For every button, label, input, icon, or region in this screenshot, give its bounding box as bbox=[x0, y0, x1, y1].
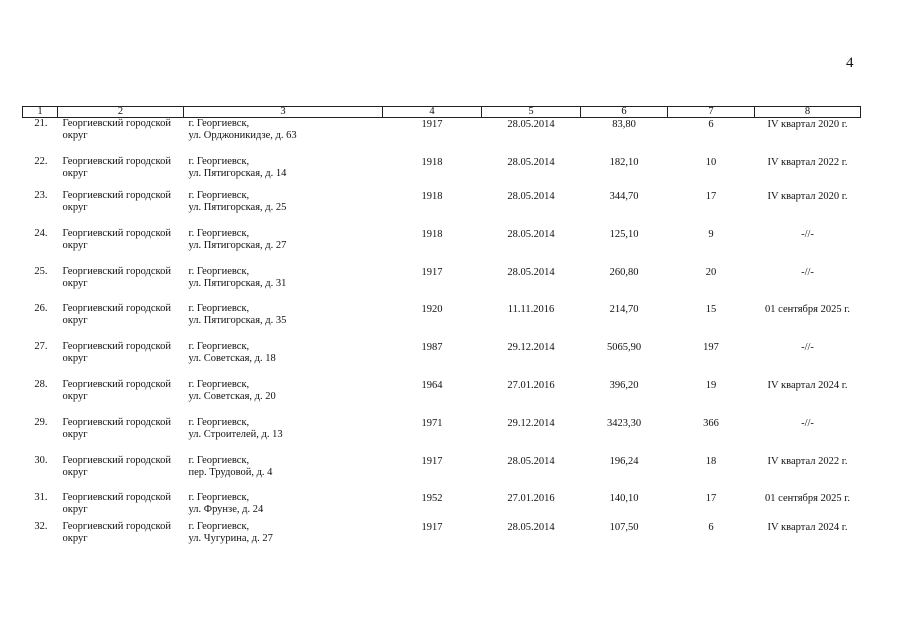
deadline-cell: -//- bbox=[801, 266, 814, 278]
area-cell: 83,80 bbox=[612, 119, 636, 130]
area-cell: 107,50 bbox=[609, 522, 639, 533]
district-cell bbox=[58, 228, 184, 266]
column-header-3: 3 bbox=[184, 107, 383, 118]
area-cell: 396,20 bbox=[609, 380, 639, 391]
address-cell bbox=[184, 190, 383, 228]
year-cell: 1918 bbox=[421, 228, 443, 240]
date-cell: 28.05.2014 bbox=[507, 190, 555, 202]
address-cell bbox=[184, 341, 383, 380]
date-cell: 28.05.2014 bbox=[507, 266, 555, 278]
district-cell-line: округ bbox=[62, 239, 88, 251]
district-cell-line: Георгиевский городской bbox=[62, 302, 171, 314]
deadline-cell: -//- bbox=[801, 417, 814, 429]
district-cell-line: Георгиевский городской bbox=[62, 416, 171, 428]
area-cell: 140,10 bbox=[609, 493, 639, 504]
address-cell-line: ул. Орджоникидзе, д. 63 bbox=[188, 130, 297, 141]
area-cell: 196,24 bbox=[609, 455, 639, 467]
area-cell: 125,10 bbox=[609, 228, 639, 240]
table-row bbox=[23, 521, 861, 550]
deadline-cell: IV квартал 2022 г. bbox=[767, 156, 848, 168]
address-cell-line: г. Георгиевск, bbox=[188, 265, 250, 277]
year-cell: 1987 bbox=[421, 341, 443, 353]
row-number: 31. bbox=[34, 492, 48, 503]
table-row bbox=[23, 417, 861, 455]
district-cell-line: Георгиевский городской bbox=[62, 521, 171, 532]
row-number: 22. bbox=[34, 155, 48, 167]
area-cell: 214,70 bbox=[609, 303, 639, 315]
address-cell-line: г. Георгиевск, bbox=[188, 302, 250, 314]
address-cell-line: г. Георгиевск, bbox=[188, 521, 250, 532]
district-cell-line: округ bbox=[62, 130, 88, 141]
district-cell bbox=[58, 266, 184, 303]
date-cell: 28.05.2014 bbox=[507, 522, 555, 533]
district-cell-line: округ bbox=[62, 167, 88, 179]
date-cell: 28.05.2014 bbox=[507, 156, 555, 168]
area-cell: 344,70 bbox=[609, 190, 639, 202]
address-cell-line: г. Георгиевск, bbox=[188, 340, 250, 352]
district-cell bbox=[58, 417, 184, 455]
deadline-cell: IV квартал 2020 г. bbox=[767, 119, 848, 130]
column-header-2: 2 bbox=[58, 107, 184, 118]
deadline-cell: IV квартал 2020 г. bbox=[767, 190, 848, 202]
address-cell bbox=[184, 521, 383, 550]
deadline-cell: 01 сентября 2025 г. bbox=[765, 303, 850, 315]
row-number: 30. bbox=[34, 454, 48, 466]
table-row bbox=[23, 118, 861, 156]
district-cell-line: округ bbox=[62, 466, 88, 478]
district-cell-line: Георгиевский городской bbox=[62, 492, 171, 503]
table-row bbox=[23, 492, 861, 521]
district-cell-line: Георгиевский городской bbox=[62, 118, 171, 129]
date-cell: 27.01.2016 bbox=[507, 380, 555, 391]
year-cell: 1920 bbox=[421, 303, 443, 315]
year-cell: 1971 bbox=[421, 417, 443, 429]
table-row bbox=[23, 341, 861, 380]
district-cell bbox=[58, 492, 184, 521]
address-cell-line: ул. Пятигорская, д. 25 bbox=[188, 201, 287, 213]
year-cell: 1964 bbox=[421, 380, 443, 391]
count-cell: 17 bbox=[705, 190, 717, 202]
count-cell: 20 bbox=[705, 266, 717, 278]
district-cell-line: округ bbox=[62, 504, 88, 515]
table-row bbox=[23, 228, 861, 266]
year-cell: 1952 bbox=[421, 493, 443, 504]
date-cell: 11.11.2016 bbox=[507, 303, 555, 315]
address-cell-line: ул. Пятигорская, д. 35 bbox=[188, 314, 287, 326]
row-number: 24. bbox=[34, 227, 48, 239]
area-cell: 182,10 bbox=[609, 156, 639, 168]
count-cell: 18 bbox=[705, 455, 717, 467]
district-cell-line: Георгиевский городской bbox=[62, 379, 171, 390]
deadline-cell: 01 сентября 2025 г. bbox=[765, 493, 850, 504]
year-cell: 1917 bbox=[421, 522, 443, 533]
date-cell: 29.12.2014 bbox=[507, 341, 555, 353]
column-header-7: 7 bbox=[668, 107, 755, 118]
count-cell: 197 bbox=[703, 341, 719, 353]
row-number: 32. bbox=[34, 521, 48, 532]
deadline-cell: IV квартал 2024 г. bbox=[767, 522, 848, 533]
count-cell: 15 bbox=[705, 303, 717, 315]
date-cell: 27.01.2016 bbox=[507, 493, 555, 504]
address-cell-line: пер. Трудовой, д. 4 bbox=[188, 466, 273, 478]
address-cell-line: ул. Советская, д. 20 bbox=[188, 391, 276, 402]
district-cell-line: округ bbox=[62, 201, 88, 213]
address-cell-line: ул. Чугурина, д. 27 bbox=[188, 533, 273, 544]
district-cell bbox=[58, 341, 184, 380]
district-cell-line: округ bbox=[62, 428, 88, 440]
date-cell: 28.05.2014 bbox=[507, 455, 555, 467]
column-header-1: 1 bbox=[23, 107, 58, 118]
row-number: 23. bbox=[34, 189, 48, 201]
count-cell: 19 bbox=[705, 380, 717, 391]
table-row bbox=[23, 379, 861, 417]
address-cell-line: г. Георгиевск, bbox=[188, 454, 250, 466]
address-cell-line: ул. Советская, д. 18 bbox=[188, 352, 276, 364]
housing-table bbox=[22, 106, 861, 550]
year-cell: 1917 bbox=[421, 455, 443, 467]
area-cell: 5065,90 bbox=[606, 341, 642, 353]
address-cell-line: г. Георгиевск, bbox=[188, 227, 250, 239]
table-row bbox=[23, 303, 861, 341]
deadline-cell: IV квартал 2022 г. bbox=[767, 455, 848, 467]
table-row bbox=[23, 190, 861, 228]
district-cell-line: Георгиевский городской bbox=[62, 454, 171, 466]
district-cell bbox=[58, 379, 184, 417]
district-cell bbox=[58, 190, 184, 228]
address-cell-line: ул. Пятигорская, д. 31 bbox=[188, 277, 287, 289]
count-cell: 10 bbox=[705, 156, 717, 168]
district-cell-line: Георгиевский городской bbox=[62, 227, 171, 239]
district-cell bbox=[58, 455, 184, 493]
district-cell-line: округ bbox=[62, 391, 88, 402]
count-cell: 6 bbox=[708, 119, 714, 130]
year-cell: 1917 bbox=[421, 266, 443, 278]
address-cell bbox=[184, 228, 383, 266]
deadline-cell: IV квартал 2024 г. bbox=[767, 380, 848, 391]
row-number: 27. bbox=[34, 340, 48, 352]
address-cell-line: г. Георгиевск, bbox=[188, 492, 250, 503]
year-cell: 1918 bbox=[421, 190, 443, 202]
column-header-8: 8 bbox=[755, 107, 861, 118]
district-cell-line: Георгиевский городской bbox=[62, 265, 171, 277]
table-row bbox=[23, 455, 861, 493]
row-number: 26. bbox=[34, 302, 48, 314]
deadline-cell: -//- bbox=[801, 341, 814, 353]
table-row bbox=[23, 266, 861, 303]
date-cell: 29.12.2014 bbox=[507, 417, 555, 429]
district-cell-line: округ bbox=[62, 533, 88, 544]
deadline-cell: -//- bbox=[801, 228, 814, 240]
district-cell bbox=[58, 156, 184, 190]
address-cell bbox=[184, 455, 383, 493]
district-cell-line: округ bbox=[62, 352, 88, 364]
column-header-4: 4 bbox=[383, 107, 482, 118]
address-cell-line: ул. Пятигорская, д. 14 bbox=[188, 167, 287, 179]
address-cell-line: г. Георгиевск, bbox=[188, 118, 250, 129]
address-cell-line: г. Георгиевск, bbox=[188, 155, 250, 167]
page-number: 4 bbox=[846, 55, 854, 71]
district-cell bbox=[58, 303, 184, 341]
district-cell-line: Георгиевский городской bbox=[62, 340, 171, 352]
address-cell bbox=[184, 118, 383, 156]
address-cell bbox=[184, 266, 383, 303]
table-body bbox=[23, 118, 861, 551]
column-header-6: 6 bbox=[581, 107, 668, 118]
count-cell: 9 bbox=[708, 228, 714, 240]
district-cell-line: Георгиевский городской bbox=[62, 189, 171, 201]
address-cell-line: ул. Пятигорская, д. 27 bbox=[188, 239, 287, 251]
row-number: 21. bbox=[34, 118, 48, 129]
count-cell: 366 bbox=[703, 417, 719, 429]
address-cell-line: ул. Строителей, д. 13 bbox=[188, 428, 283, 440]
address-cell-line: г. Георгиевск, bbox=[188, 379, 250, 390]
column-header-5: 5 bbox=[482, 107, 581, 118]
address-cell bbox=[184, 417, 383, 455]
date-cell: 28.05.2014 bbox=[507, 228, 555, 240]
row-number: 28. bbox=[34, 379, 48, 390]
count-cell: 17 bbox=[705, 493, 717, 504]
address-cell bbox=[184, 492, 383, 521]
area-cell: 3423,30 bbox=[606, 417, 642, 429]
district-cell bbox=[58, 521, 184, 550]
district-cell-line: округ bbox=[62, 314, 88, 326]
table-header bbox=[23, 107, 861, 118]
district-cell-line: округ bbox=[62, 277, 88, 289]
row-number: 29. bbox=[34, 416, 48, 428]
address-cell bbox=[184, 156, 383, 190]
address-cell bbox=[184, 379, 383, 417]
row-number: 25. bbox=[34, 265, 48, 277]
district-cell-line: Георгиевский городской bbox=[62, 155, 171, 167]
address-cell-line: г. Георгиевск, bbox=[188, 416, 250, 428]
table-row bbox=[23, 156, 861, 190]
address-cell bbox=[184, 303, 383, 341]
district-cell bbox=[58, 118, 184, 156]
count-cell: 6 bbox=[708, 522, 714, 533]
area-cell: 260,80 bbox=[609, 266, 639, 278]
date-cell: 28.05.2014 bbox=[507, 119, 555, 130]
address-cell-line: ул. Фрунзе, д. 24 bbox=[188, 504, 264, 515]
year-cell: 1917 bbox=[421, 119, 443, 130]
year-cell: 1918 bbox=[421, 156, 443, 168]
address-cell-line: г. Георгиевск, bbox=[188, 189, 250, 201]
